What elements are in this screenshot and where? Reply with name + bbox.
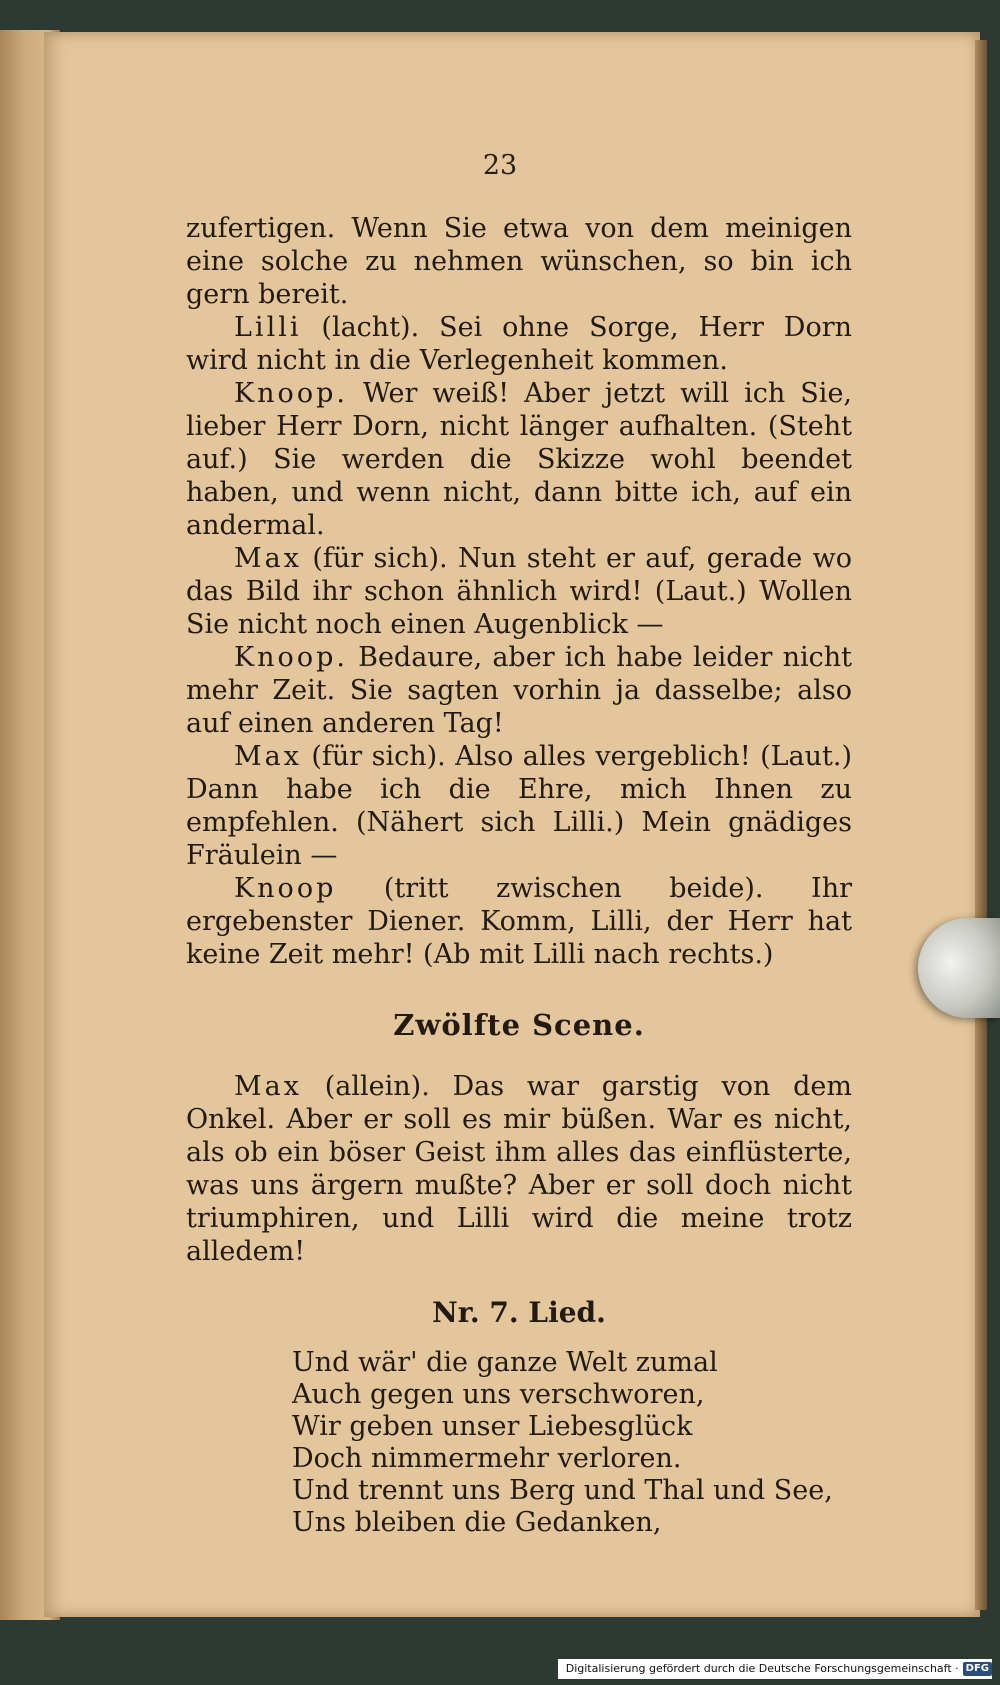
paragraph-text: Bedaure, aber ich habe leider nicht mehr Zeit. Sie sagten vorhin ja dasselbe; also auf einen anderen Tag! [186, 642, 852, 739]
paragraph-1 [186, 212, 852, 311]
verse-line: Auch gegen uns verschworen, [292, 1379, 705, 1410]
paragraph-text: (für sich). Also alles vergeblich! (Laut.) Dann habe ich die Ehre, mich Ihnen zu empfehlen. (Nähert sich Lilli.) Mein gnädiges Fräulein — [186, 741, 852, 871]
page-text [186, 212, 852, 1539]
paragraph-7 [186, 872, 852, 971]
page-stack-edge [975, 40, 987, 1610]
paragraph-text: zufertigen. Wenn Sie etwa von dem meinigen eine solche zu nehmen wünschen, so bin ich gern bereit. [186, 213, 852, 310]
verse-line: Doch nimmermehr verloren. [292, 1443, 682, 1474]
paragraph-text: (für sich). Nun steht er auf, gerade wo das Bild ihr schon ähnlich wird! (Laut.) Wollen Sie nicht noch einen Augenblick — [186, 543, 852, 640]
paragraph-text: (tritt zwischen beide). Ihr ergebenster Diener. Komm, Lilli, der Herr hat keine Zeit mehr! (Ab mit Lilli nach rechts.) [186, 873, 852, 970]
speaker-name: Max [234, 1071, 302, 1102]
speaker-name: Knoop. [234, 378, 348, 409]
verse-line: Und wär' die ganze Welt zumal [292, 1347, 718, 1378]
song-title: Nr. 7. Lied. [432, 1296, 606, 1329]
scene-paragraph [186, 1070, 852, 1268]
paragraph-5 [186, 641, 852, 740]
paragraph-6 [186, 740, 852, 872]
paragraph-text: (lacht). Sei ohne Sorge, Herr Dorn wird nicht in die Verlegenheit kommen. [186, 312, 852, 376]
speaker-name: Knoop. [234, 642, 348, 673]
footer-text: Digitalisierung gefördert durch die Deutsche Forschungsgemeinschaft · [565, 1662, 959, 1675]
verse-line: Und trennt uns Berg und Thal und See, [292, 1475, 833, 1506]
paragraph-4 [186, 542, 852, 641]
paragraph-text: (allein). Das war garstig von dem Onkel. Aber er soll es mir büßen. War es nicht, als ob ein böser Geist ihm alles das einflüsterte, was uns ärgern mußte? Aber er soll doch nicht triumphiren, und Lilli wird die meine trotz alledem! [186, 1071, 852, 1267]
speaker-name: Lilli [234, 312, 302, 343]
digitization-footer [558, 1659, 992, 1679]
dfg-logo: DFG [963, 1662, 992, 1676]
page-number: 23 [482, 150, 518, 181]
speaker-name: Max [234, 741, 302, 772]
paragraph-3 [186, 377, 852, 542]
paragraph-2 [186, 311, 852, 377]
speaker-name: Knoop [234, 873, 337, 904]
speaker-name: Max [234, 543, 302, 574]
verse-line: Uns bleiben die Gedanken, [292, 1507, 662, 1538]
verse-line: Wir geben unser Liebesglück [292, 1411, 693, 1442]
song-verse [292, 1347, 852, 1539]
paragraph-text: Wer weiß! Aber jetzt will ich Sie, lieber Herr Dorn, nicht länger aufhalten. (Steht auf.) Sie werden die Skizze wohl beendet haben, und wenn nicht, dann bitte ich, auf ein andermal. [186, 378, 852, 541]
scene-heading: Zwölfte Scene. [393, 1008, 645, 1042]
